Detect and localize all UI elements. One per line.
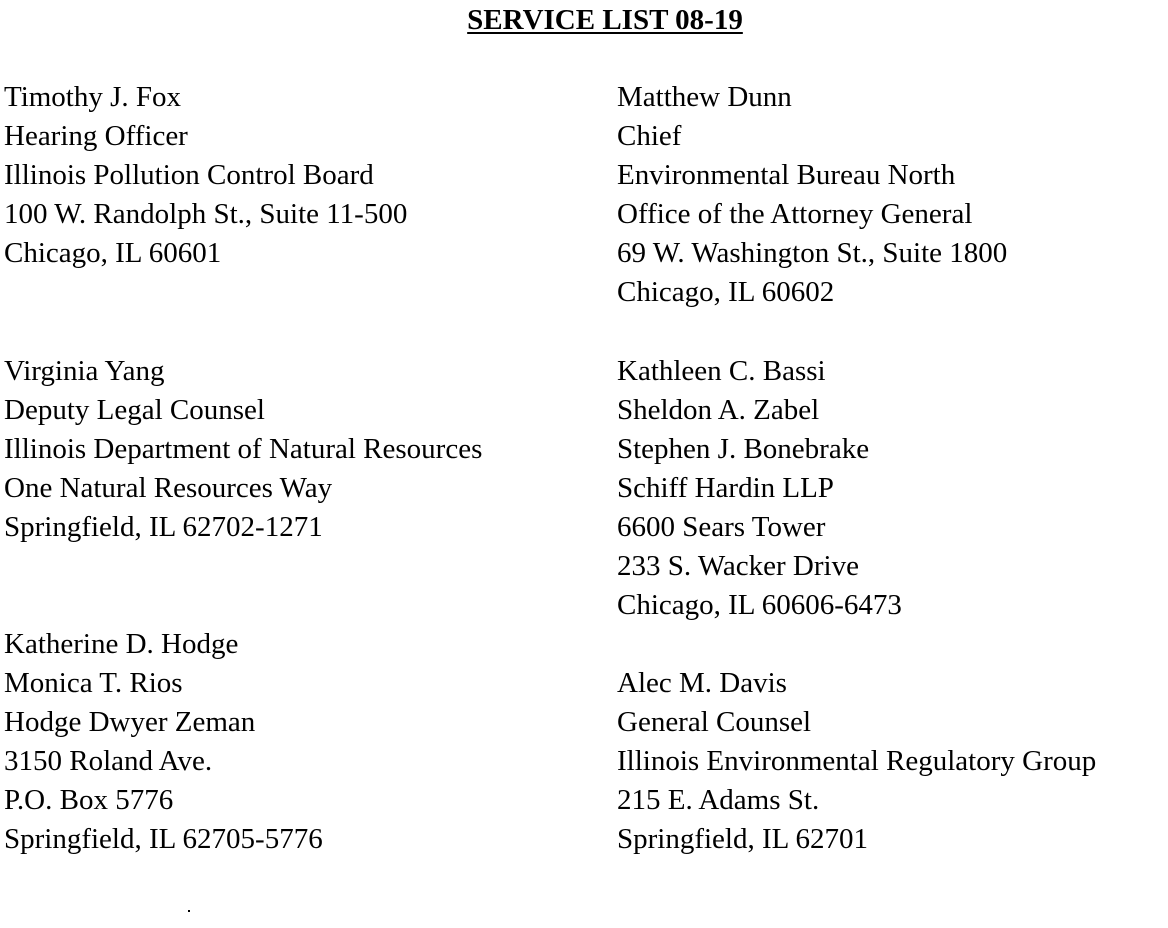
- entry-organization: Illinois Pollution Control Board: [4, 159, 374, 191]
- entry-organization: Office of the Attorney General: [617, 198, 973, 230]
- entry-city: Chicago, IL 60601: [4, 237, 222, 269]
- entry-city: Chicago, IL 60606-6473: [617, 589, 902, 621]
- entry-city: Springfield, IL 62701: [617, 823, 869, 855]
- entry-organization: Hodge Dwyer Zeman: [4, 706, 256, 738]
- entry-title: Chief: [617, 120, 682, 152]
- service-entry-hodge: [4, 625, 323, 859]
- entry-title: Hearing Officer: [4, 120, 188, 152]
- service-entry-davis: [617, 664, 1096, 859]
- service-entry-bassi: [617, 352, 902, 625]
- entry-street: 3150 Roland Ave.: [4, 745, 213, 777]
- entry-street: 69 W. Washington St., Suite 1800: [617, 237, 1008, 269]
- entry-name: Timothy J. Fox: [4, 81, 182, 113]
- entry-organization: Illinois Department of Natural Resources: [4, 433, 483, 465]
- entry-organization: Environmental Bureau North: [617, 159, 956, 191]
- entry-po-box: P.O. Box 5776: [4, 784, 174, 816]
- entry-street: 215 E. Adams St.: [617, 784, 820, 816]
- entry-name: Stephen J. Bonebrake: [617, 433, 870, 465]
- service-entry-dunn: [617, 78, 1007, 312]
- entry-title: Deputy Legal Counsel: [4, 394, 265, 426]
- entry-name: Katherine D. Hodge: [4, 628, 239, 660]
- entry-name: Virginia Yang: [4, 355, 165, 387]
- entry-name: Monica T. Rios: [4, 667, 183, 699]
- entry-street: 100 W. Randolph St., Suite 11-500: [4, 198, 408, 230]
- service-entry-yang: [4, 352, 482, 547]
- entry-organization: Illinois Environmental Regulatory Group: [617, 745, 1097, 777]
- entry-city: Springfield, IL 62705-5776: [4, 823, 323, 855]
- entry-name: Matthew Dunn: [617, 81, 792, 113]
- entry-city: Springfield, IL 62702-1271: [4, 511, 323, 543]
- page-title: SERVICE LIST 08-19: [467, 4, 743, 36]
- entry-street: 233 S. Wacker Drive: [617, 550, 859, 582]
- scan-speck: [188, 910, 190, 912]
- entry-city: Chicago, IL 60602: [617, 276, 835, 308]
- entry-name: Kathleen C. Bassi: [617, 355, 826, 387]
- entry-title: General Counsel: [617, 706, 812, 738]
- entry-street: One Natural Resources Way: [4, 472, 333, 504]
- entry-building: 6600 Sears Tower: [617, 511, 826, 543]
- entry-name: Alec M. Davis: [617, 667, 787, 699]
- entry-organization: Schiff Hardin LLP: [617, 472, 834, 504]
- service-entry-fox: [4, 78, 407, 273]
- entry-name: Sheldon A. Zabel: [617, 394, 820, 426]
